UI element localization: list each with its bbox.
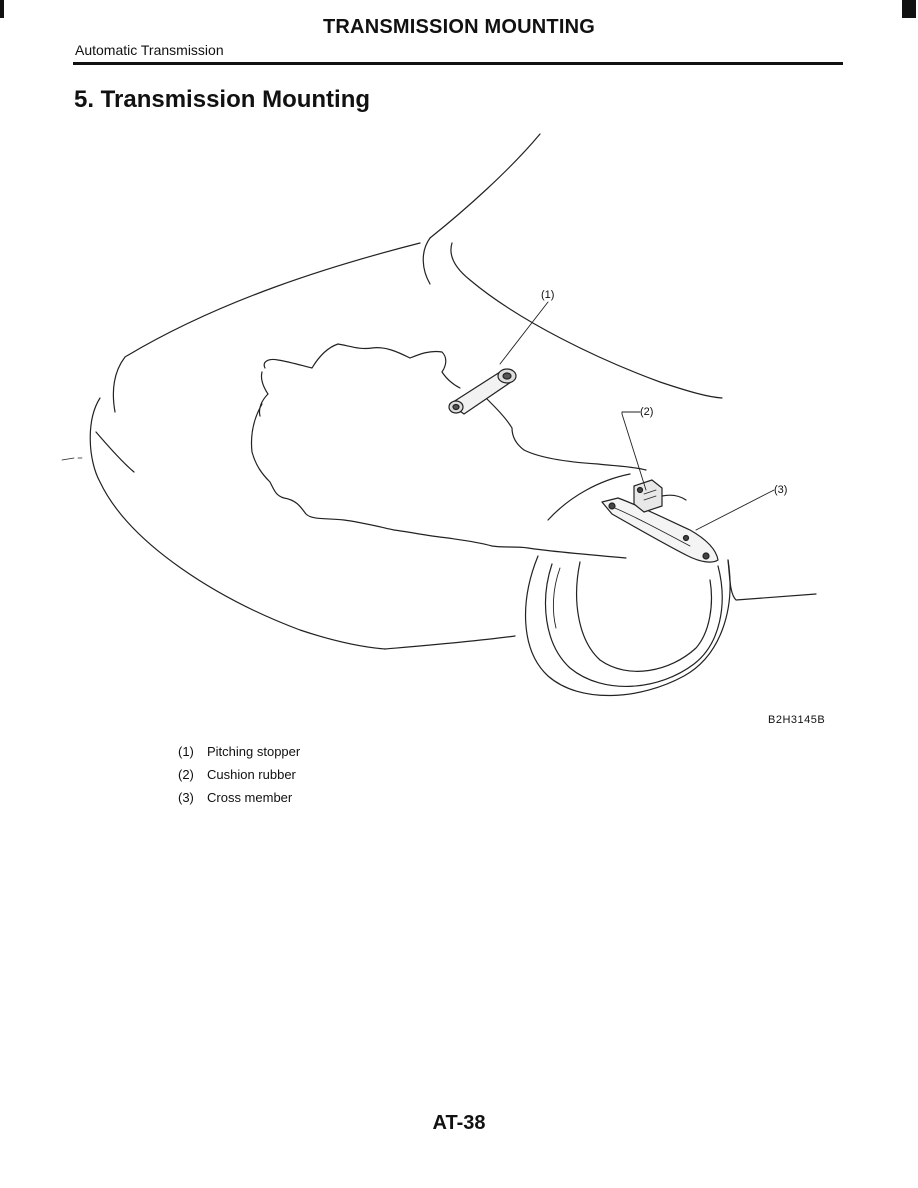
callout-2-leader <box>622 412 646 490</box>
pitching-stopper-part <box>449 369 516 414</box>
engine-right-edge <box>486 398 646 470</box>
legend-label: Cushion rubber <box>207 767 296 782</box>
header-divider <box>73 62 843 65</box>
bumper-lower <box>385 636 515 649</box>
figure-code: B2H3145B <box>768 714 826 726</box>
page-number: AT-38 <box>432 1112 486 1134</box>
parts-legend <box>178 744 300 813</box>
transmission-mounting-illustration <box>0 110 918 710</box>
callout-1-leader <box>500 302 548 364</box>
legend-label: Pitching stopper <box>207 744 301 759</box>
callout-1-label: (1) <box>541 289 555 301</box>
callout-3-leader <box>696 490 774 530</box>
cushion-rubber-part <box>634 480 686 512</box>
section-heading: 5. Transmission Mounting <box>74 86 371 113</box>
cross-member-part <box>602 498 718 562</box>
legend-number: (3) <box>178 790 194 805</box>
legend-item <box>178 744 300 767</box>
legend-label: Cross member <box>207 790 293 805</box>
legend-item <box>178 790 300 813</box>
windshield-line <box>430 134 540 238</box>
bumper-line <box>96 432 134 472</box>
section-label: Automatic Transmission <box>75 42 224 58</box>
legend-item <box>178 767 300 790</box>
callout-3-label: (3) <box>774 484 788 496</box>
body-upper <box>113 243 420 412</box>
legend-number: (1) <box>178 744 194 759</box>
engine-silhouette <box>251 344 626 558</box>
page-header-title: TRANSMISSION MOUNTING <box>323 16 595 38</box>
legend-number: (2) <box>178 767 194 782</box>
body-front <box>90 398 385 649</box>
callout-2-label: (2) <box>640 406 654 418</box>
hood-line <box>451 243 722 398</box>
dash-mark <box>62 458 82 460</box>
hood-rear-edge <box>423 238 430 284</box>
wheel-tire <box>526 474 816 696</box>
